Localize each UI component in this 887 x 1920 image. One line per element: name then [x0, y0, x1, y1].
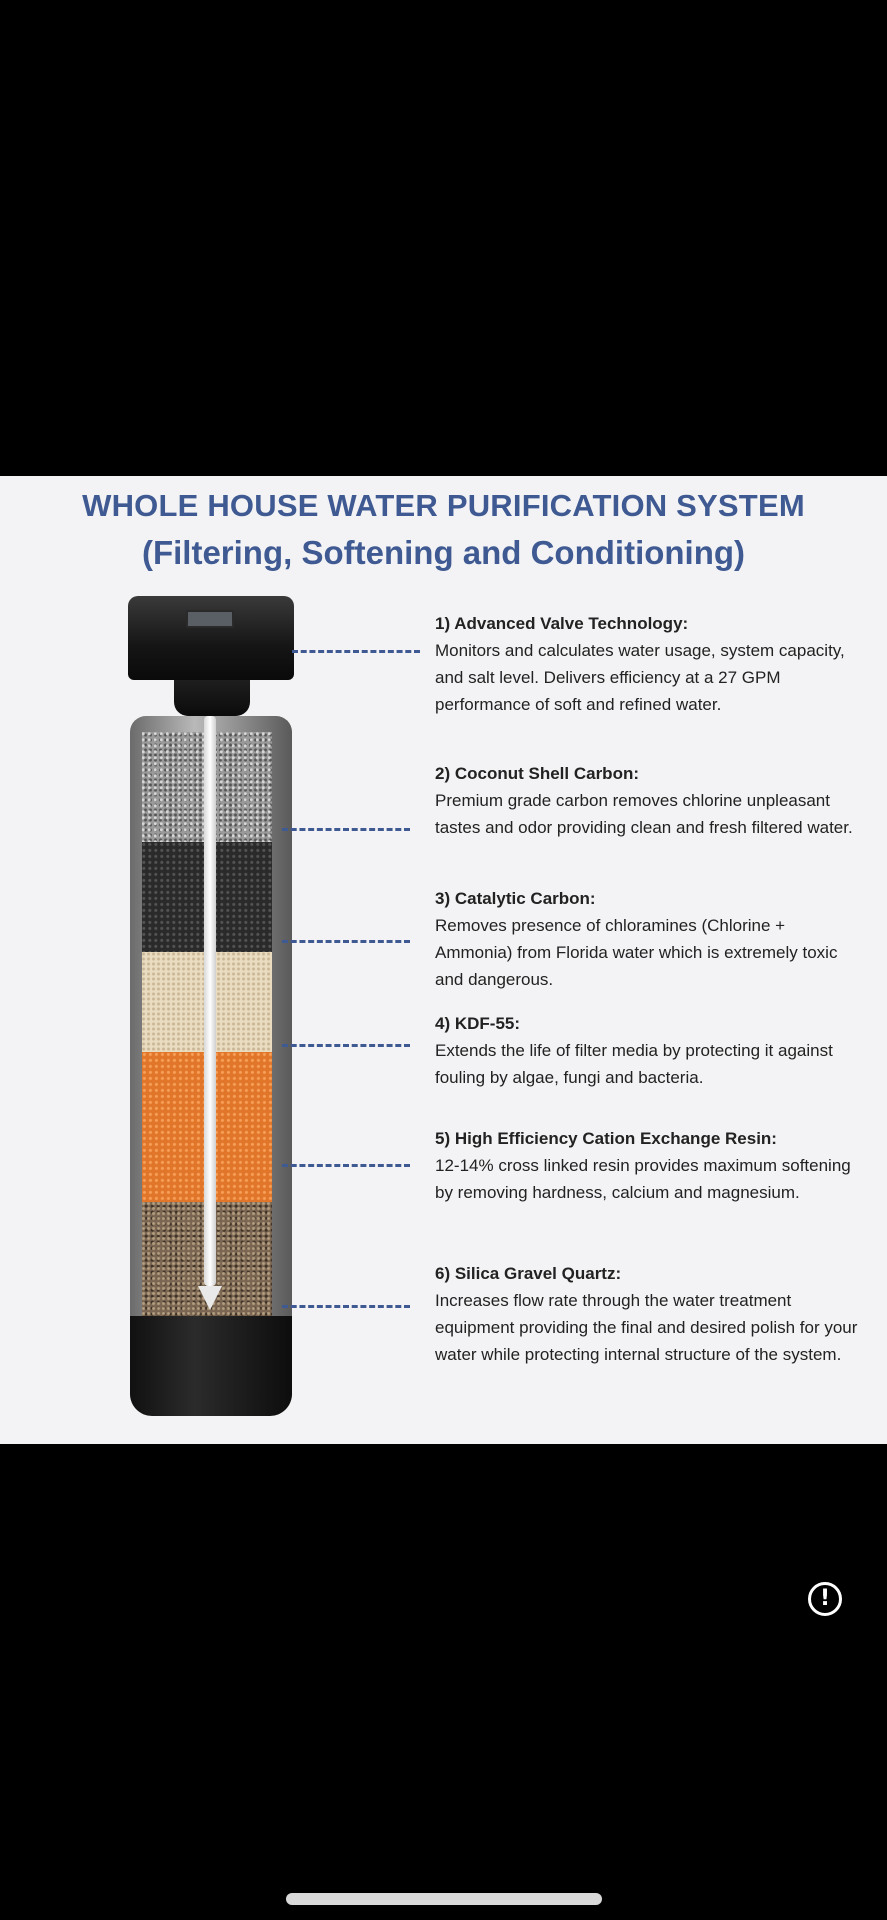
description-item — [435, 760, 865, 841]
item-heading: 6) Silica Gravel Quartz: — [435, 1264, 622, 1283]
valve-neck — [174, 680, 250, 716]
item-heading: 4) KDF-55: — [435, 1014, 521, 1033]
valve-display — [186, 610, 234, 628]
item-body: Premium grade carbon removes chlorine unpleasant tastes and odor providing clean and fresh filtered water. — [435, 791, 853, 837]
item-body: Removes presence of chloramines (Chlorine + Ammonia) from Florida water which is extremely toxic and dangerous. — [435, 916, 838, 989]
description-item — [435, 610, 865, 718]
image-title: WHOLE HOUSE WATER PURIFICATION SYSTEM — [82, 488, 805, 523]
water-tank-illustration — [126, 596, 302, 1436]
product-image[interactable] — [0, 476, 887, 1444]
item-body: Extends the life of filter media by protecting it against fouling by algae, fungi and bacteria. — [435, 1041, 833, 1087]
description-item — [435, 1010, 865, 1091]
image-subtitle: (Filtering, Softening and Conditioning) — [141, 534, 746, 571]
callout-line-3 — [282, 940, 410, 943]
item-body: Increases flow rate through the water treatment equipment providing the final and desired polish for your water while protecting internal structure of the system. — [435, 1291, 858, 1364]
control-valve — [128, 596, 294, 680]
callout-line-1 — [292, 650, 420, 653]
description-item — [435, 1260, 865, 1368]
item-heading: 3) Catalytic Carbon: — [435, 889, 596, 908]
item-heading: 5) High Efficiency Cation Exchange Resin: — [435, 1129, 777, 1148]
description-item — [435, 885, 865, 993]
callout-line-4 — [282, 1044, 410, 1047]
callout-line-5 — [282, 1164, 410, 1167]
callout-line-2 — [282, 828, 410, 831]
item-body: 12-14% cross linked resin provides maximum softening by removing hardness, calcium and magnesium. — [435, 1156, 851, 1202]
item-heading: 2) Coconut Shell Carbon: — [435, 764, 639, 783]
riser-tip — [198, 1286, 222, 1310]
riser-tube — [204, 716, 216, 1286]
alert-circle-icon[interactable]: ! — [808, 1582, 842, 1616]
callout-line-6 — [282, 1305, 410, 1308]
home-indicator[interactable] — [286, 1893, 602, 1905]
item-body: Monitors and calculates water usage, system capacity, and salt level. Delivers efficiency at a 27 GPM performance of soft and refined water. — [435, 641, 845, 714]
description-item — [435, 1125, 865, 1206]
item-heading: 1) Advanced Valve Technology: — [435, 614, 689, 633]
tank-base — [130, 1316, 292, 1416]
